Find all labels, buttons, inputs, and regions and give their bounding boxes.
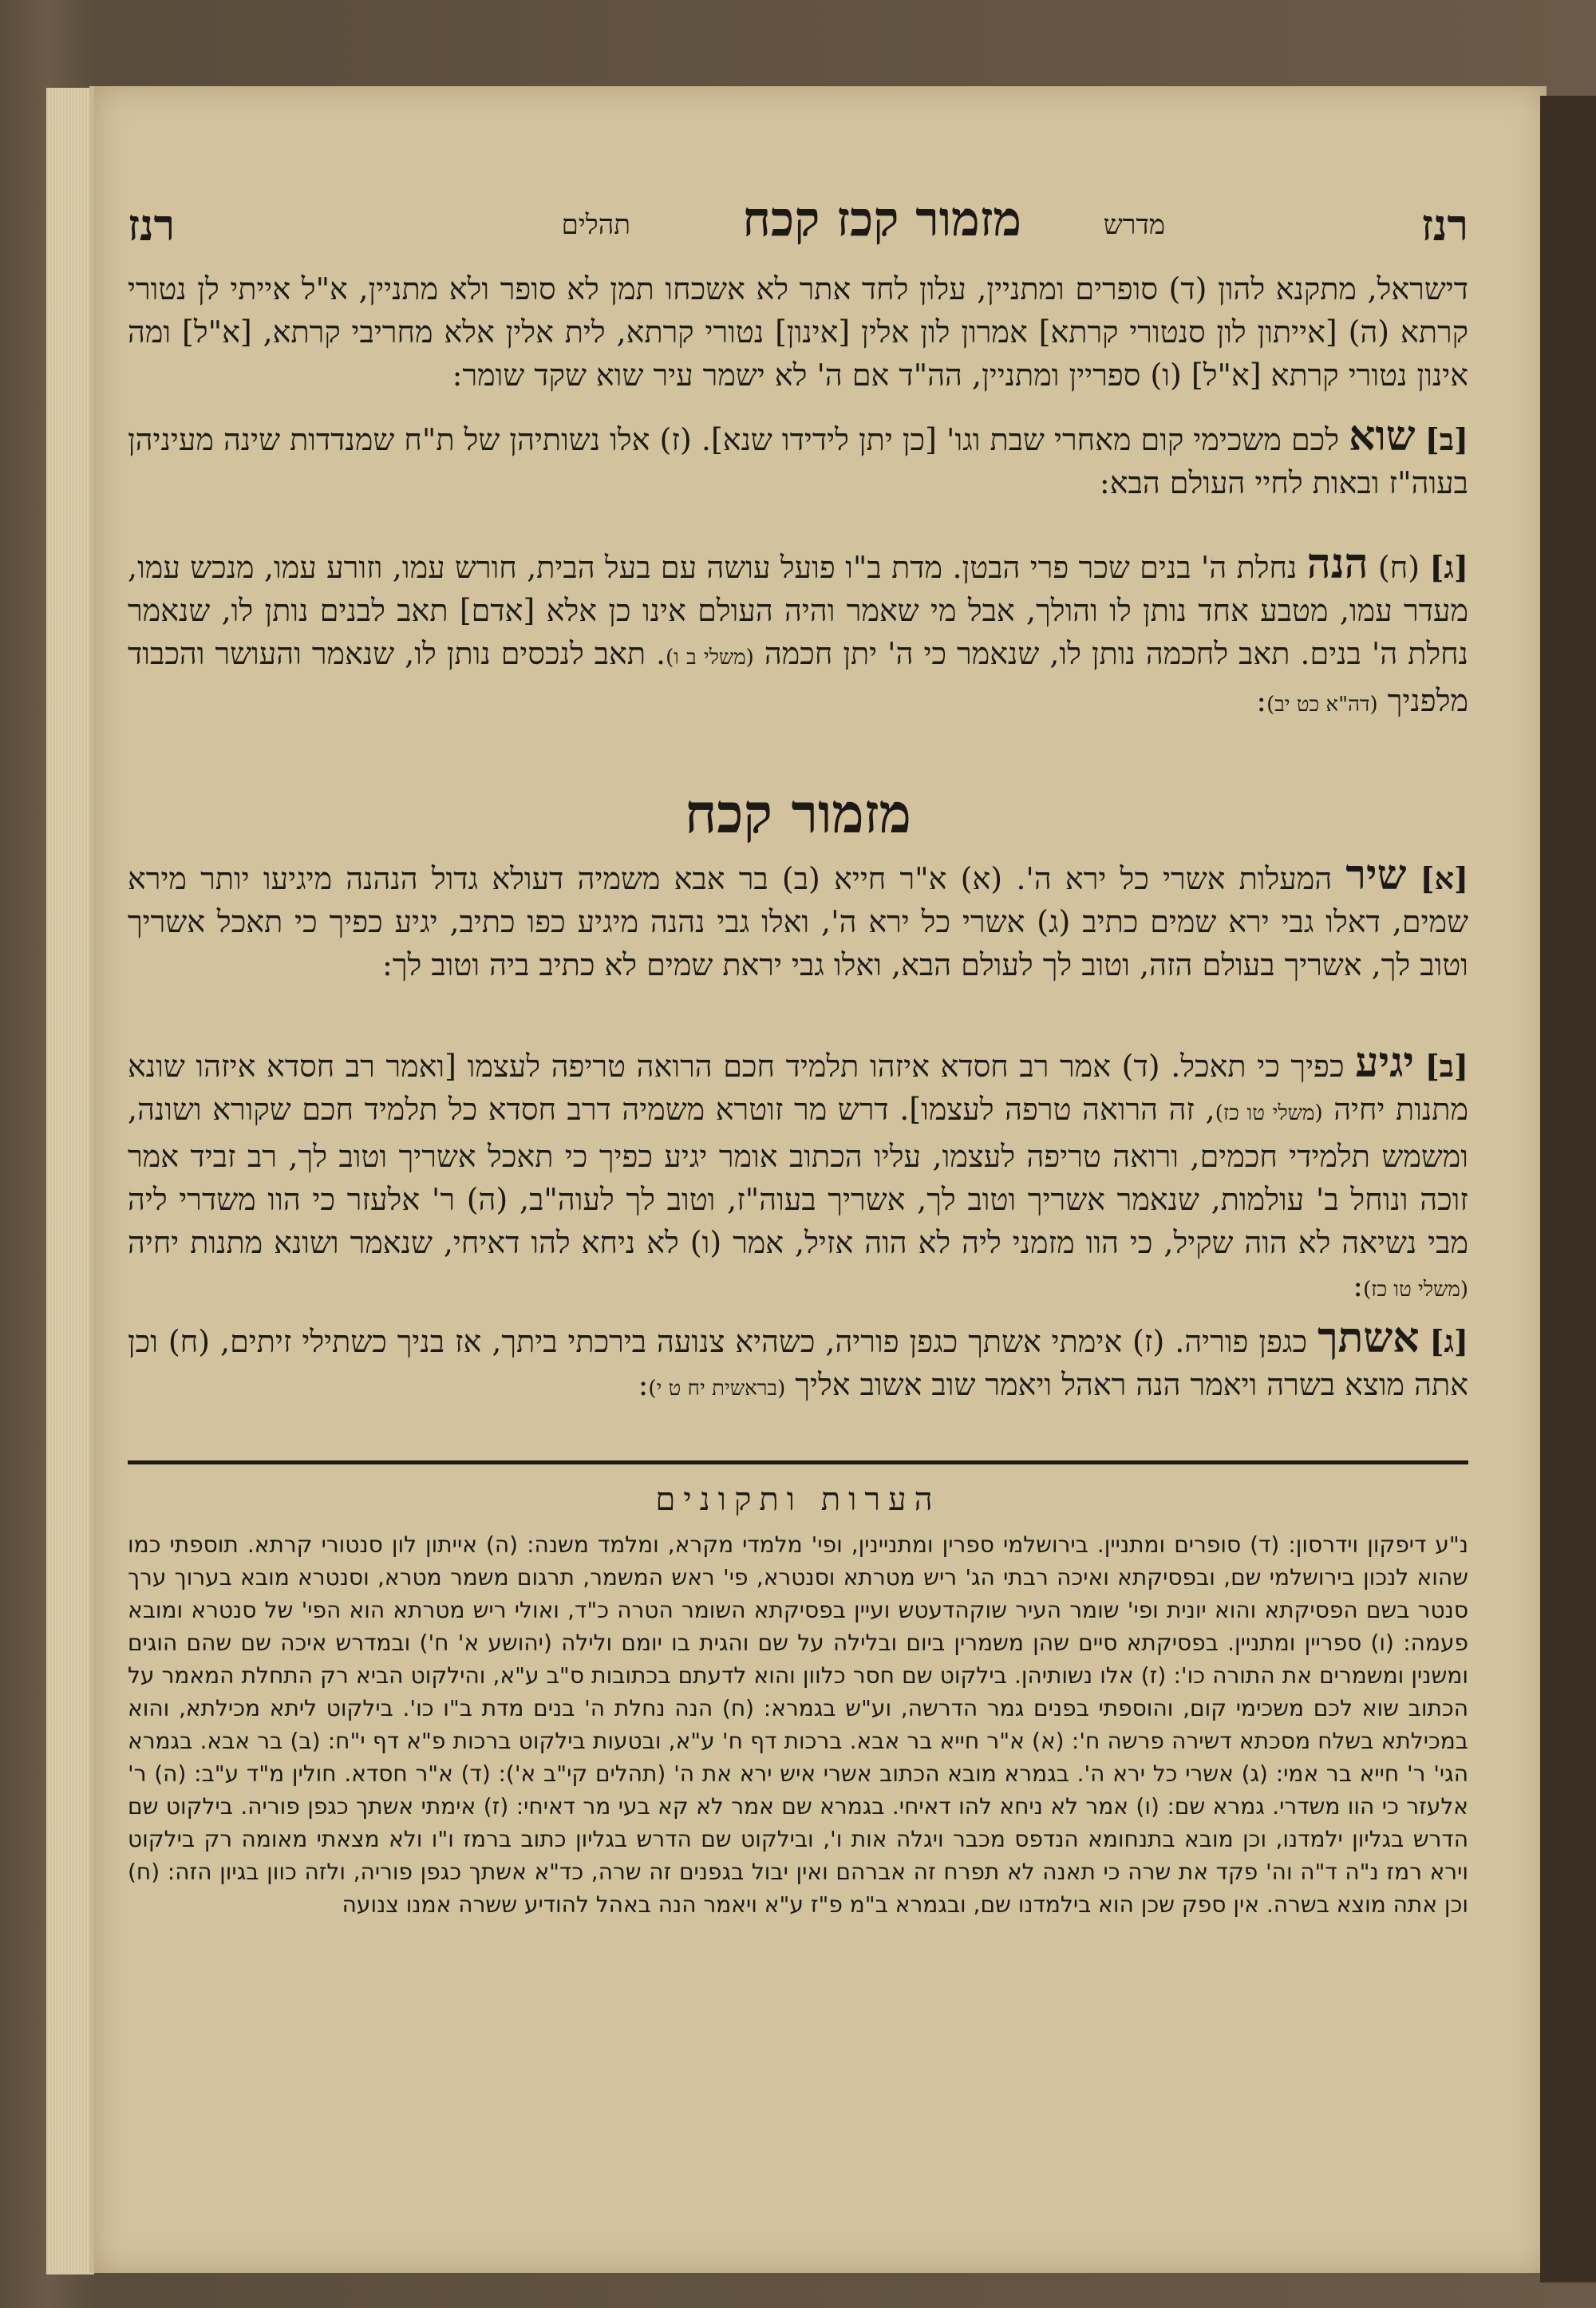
header-book: תהלים xyxy=(561,209,630,241)
psalm-heading: מזמור קכח xyxy=(685,782,911,846)
lead-word: שוא xyxy=(1349,412,1416,460)
end-mark: : xyxy=(1353,1268,1364,1303)
scripture-reference: (משלי טו כז) xyxy=(1363,1278,1468,1302)
paragraph-text: כגפן פוריה. (ז) אימתי אשתך כגפן פוריה, כשהיא צנועה בירכתי ביתך, אז בניך כשתילי זיתים, (ח) וכן אתה מוצא בשרה ויאמר הנה ראהל ויאמר שוב אשוב אליך xyxy=(128,1324,1468,1402)
paragraph-g xyxy=(128,1314,1468,1410)
running-header xyxy=(128,192,1468,263)
facing-page-shadow xyxy=(1540,96,1596,2282)
paragraph-b xyxy=(128,1038,1468,1311)
section-marker: [ג] xyxy=(1429,549,1468,585)
scripture-reference: (דה"א כט יב) xyxy=(1266,693,1378,717)
paragraph-text: כפיך כי תאכל. (ד) אמר רב חסדא איזהו תלמיד חכם הרואה טריפה לעצמו [ואמר רב חסדא איזהו שונא מתנות יחיה xyxy=(128,1049,1468,1127)
header-midrash: מדרש xyxy=(1103,209,1165,241)
notes-heading: הערות ותקונים xyxy=(655,1481,941,1518)
lead-word: שיר xyxy=(1345,851,1407,899)
end-mark: : xyxy=(1256,683,1267,718)
section-marker: [ב] xyxy=(1424,421,1468,457)
scripture-reference: (משלי ב ו) xyxy=(666,646,754,670)
paragraph-text: . תאב לנכסים נותן לו, שנאמר והעושר והכבוד מלפניך xyxy=(128,636,1468,718)
page-edges xyxy=(46,88,94,2274)
paragraph-text: המעלות אשרי כל ירא ה'. (א) א"ר חייא (ב) בר אבא משמיה דעולא גדול הנהנה מיגיעו יותר מירא שמים, דאלו גבי ירא שמים כתיב (ג) אשרי כל ירא ה', ואלו גבי נהנה מיגיע כפו כתיב, יגיע כפיך כי תאכל אשריך וטוב לך, אשריך בעולם הזה, וטוב לך לעולם הבא, ואלו גבי יראת שמים לא כתיב ביה וטוב לך: xyxy=(128,861,1468,982)
notes-body: נ"ע דיפקון וידרסון: (ד) סופרים ומתניין. בירושלמי ספרין ומתניינין, ופי' מלמדי מקרא, ומלמד משנה: (ה) אייתון לון סנטורי קרתא. תוספתי כמו שהוא לנכון בירושלמי שם, ובפסיקתא ואיכה רבתי הג' ריש מטרתא וסנטרא, פי' ראש המשמר, תרגום משמר מטרא, וסנטרא מובא בערוך ערך סנטר בשם הפסיקתא והוא יונית ופי' שומר העיר שוקהדעטש ועיין בפסיקתא השומר הטרה כ"ד, ואולי ריש מטרתא הוא הפי' של סנטרא ומובא פעמה: (ו) ספריין ומתניין. בפסיקתא סיים שהן משמרין ביום ובלילה על שם והגית בו יומם ולילה (יהושע א' ח') ובמדרש איכה שם שהם הוגים ומשנין ומשמרים את התורה כו': (ז) אלו נשותיהן. בילקוט שם חסר כלוון והוא לדעתם בכתובות ס"ב ע"א, והילקוט הביא רק התחלת המאמר על הכתוב שוא לכם משכימי קום, והוספתי בפנים גמר הדרשה, וע"ש בגמרא: (ח) הנה נחלת ה' בנים מדת ב"ו כו'. בילקוט ליתא מכילתא, והוא במכילתא בשלח מסכתא דשירה פרשה ח': (א) א"ר חייא בר אבא. ברכות דף ח' ע"א, ובטעות בילקוט ברכות פ"א דף י"ח: (ב) בר אבא. בגמרא הגי' ר' חייא בר אמי: (ג) אשרי כל ירא ה'. בגמרא מובא הכתוב אשרי איש ירא את ה' (תהלים קי"ב א'): (ד) א"ר חסדא. חולין מ"ד ע"ב: (ה) ר' אלעזר כי הוו משדרי. גמרא שם: (ו) אמר לא ניחא להו דאיחי. בגמרא שם אמר לא קא בעי מר דאיחי: (ז) אימתי אשתך כגפן פוריה. בילקוט שם הדרש בגליון ילמדנו, וכן מובא בתנחומא הנדפס מכבר ויגלה אות ו', ובילקוט שם הדרש בגליון כתוב ברמז ו"ו ולא מצאתי מאומה רק בילקוט וירא רמז נ"ה ד"ה וה' פקד את שרה כי תאנה לא תפרח זה אברהם ואין יבול בגפנים זה שרה, כד"א אשתך כגפן פוריה, ולזה כוון בגיון הזה: (ח) וכן אתה מוצא בשרה. אין ספק שכן הוא בילמדנו שם, ובגמרא ב"מ פ"ז ע"א ויאמר הנה באהל להודיע ששרה אמנו צנועה xyxy=(128,1531,1468,1918)
section-marker: [א] xyxy=(1420,860,1468,896)
end-mark: : xyxy=(638,1367,649,1402)
paragraph-continuation xyxy=(128,267,1468,397)
paragraph-g xyxy=(128,539,1469,726)
page-content xyxy=(128,96,1468,2251)
paragraph-b xyxy=(128,412,1468,504)
section-divider xyxy=(128,1460,1468,1464)
paragraph-text: לכם משכימי קום מאחרי שבת וגו' [כן יתן לידידו שנא]. (ז) אלו נשותיהן של ת"ח שמנדדות שינה מעיניהן בעוה"ז ובאות לחיי העולם הבא: xyxy=(128,422,1468,500)
note-marker: (ח) xyxy=(1377,550,1420,585)
scripture-reference: (בראשית יח ט י) xyxy=(648,1377,786,1401)
section-marker: [ב] xyxy=(1424,1048,1468,1084)
paragraph-a xyxy=(128,851,1468,986)
section-marker: [ג] xyxy=(1429,1323,1468,1359)
page-number: רנז xyxy=(1420,200,1468,251)
header-title: מזמור קכז קכח xyxy=(742,192,1021,247)
paragraph-text: נחלת ה' בנים שכר פרי הבטן. מדת ב"ו פועל עושה עם בעל הבית, חורש עמו, וזורע עמו, מנכש עמו, מעדר עמו, מטבע אחד נותן לו והולך, אבל מי שאמר והיה העולם אינו כן אלא [אדם] תאב לבנים נותן לו, שנאמר נחלת ה' בנים. תאב לחכמה נותן לו, שנאמר כי ה' יתן חכמה xyxy=(128,550,1469,671)
folio-number: רנז xyxy=(128,200,176,251)
lead-word: אשתך xyxy=(1317,1314,1420,1362)
lead-word: יגיע xyxy=(1355,1038,1415,1087)
lead-word: הנה xyxy=(1306,539,1369,588)
paragraph-text: דישראל, מתקנא להון (ד) סופרים ומתניין, עלון לחד אתר לא אשכחו תמן לא סופר ולא מתניין, א"ל אייתי לן נטורי קרתא (ה) [אייתון לון סנטורי קרתא] אמרון לון אלין [אינון] נטורי קרתא, לית אלין אלא מחריבי קרתא, [א"ל] ומה אינון נטורי קרתא [א"ל] (ו) ספריין ומתניין, הה"ד אם ה' לא ישמר עיר שוא שקד שומר: xyxy=(128,271,1468,393)
scripture-reference: (משלי טו כז) xyxy=(1215,1101,1323,1125)
paragraph-text: , זה הרואה טרפה לעצמו]. דרש מר זוטרא משמיה דרב חסדא כל תלמיד חכם שקורא ושונה, ומשמש תלמידי חכמים, ורואה טריפה לעצמו, עליו הכתוב אומר יגיע כפיך כי תאכל אשריך וטוב לך, רב זביד אמר זוכה ונוחל ב' עולמות, שנאמר אשריך וטוב לך, אשריך בעוה"ז, וטוב לך לעוה"ב, (ה) ר' אלעזר כי הוו משדרי ליה מבי נשיאה לא הוה שקיל, כי הוו מזמני ליה לא הוה אזיל, אמר (ו) לא ניחא להו דאיחי, שנאמר ושונא מתנות יחיה xyxy=(128,1092,1468,1260)
